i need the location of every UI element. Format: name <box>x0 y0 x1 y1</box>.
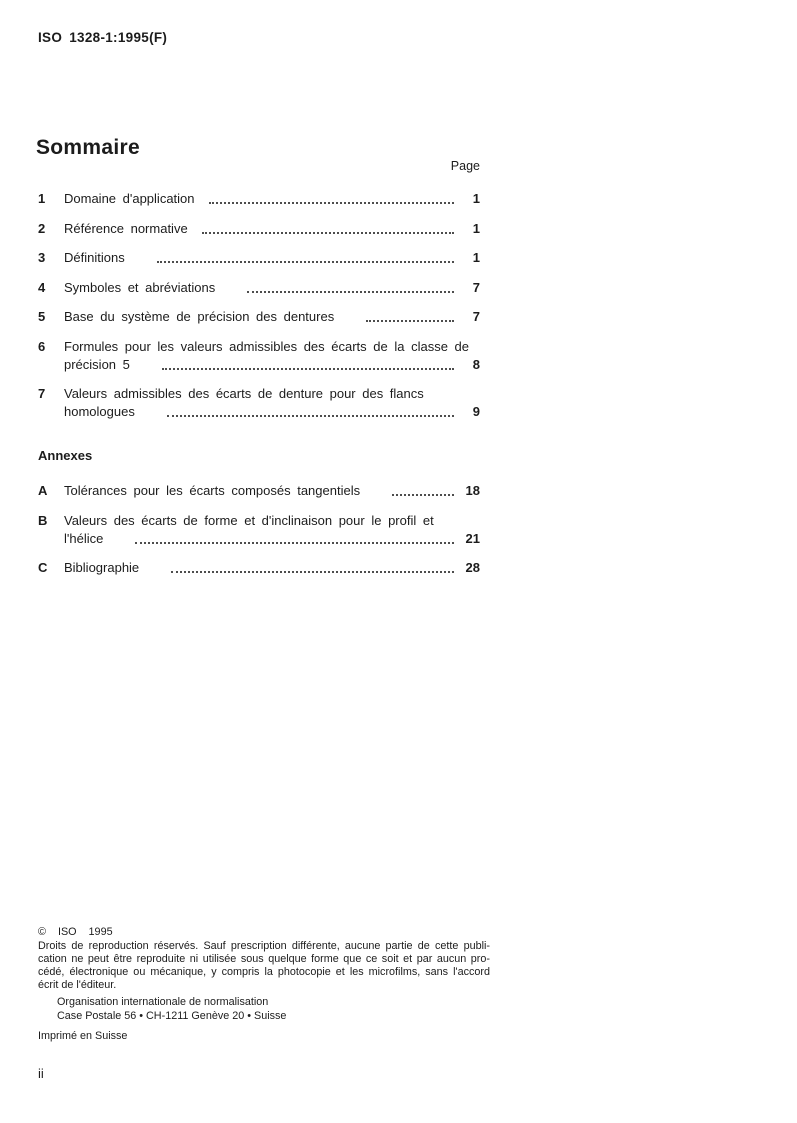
dotted-leader <box>209 190 454 204</box>
dotted-leader <box>171 559 454 573</box>
annex-letter: B <box>38 512 48 528</box>
copyright-block <box>38 926 490 1043</box>
annex-item-c <box>38 559 480 577</box>
toc-item-7 <box>38 385 480 421</box>
copyright-line: © ISO 1995 <box>38 926 113 938</box>
toc-item-4 <box>38 279 480 297</box>
publisher-name: Organisation internationale de normalisation <box>57 996 269 1009</box>
dotted-leader <box>162 356 454 370</box>
rights-line-4: écrit de l'éditeur. <box>38 979 117 992</box>
table-of-contents <box>38 157 480 589</box>
rights-line-1: Droits de reproduction réservés. Sauf prescription différente, aucune partie de cette publi- <box>38 940 490 953</box>
toc-item-number: 1 <box>38 191 46 206</box>
page-number: ii <box>38 1066 44 1081</box>
page-column-label: Page <box>450 159 480 173</box>
rights-line-3: cédé, électronique ou mécanique, y compris la photocopie et les microfilms, sans l'accord <box>38 966 490 979</box>
dotted-leader <box>202 220 454 234</box>
annex-title: Bibliographie <box>64 560 140 575</box>
toc-item-number: 7 <box>38 386 46 401</box>
toc-item-title: Domaine d'application <box>64 191 195 206</box>
toc-item-3 <box>38 249 480 267</box>
toc-item-number: 2 <box>38 220 46 236</box>
annex-page: 21 <box>465 530 480 546</box>
toc-item-page: 9 <box>472 404 480 419</box>
page-title: Sommaire <box>36 136 140 159</box>
dotted-leader <box>157 249 454 263</box>
publisher-postal: Case Postale 56 • CH-1211 Genève 20 • Suisse <box>57 1009 287 1022</box>
toc-item-title-line1: Formules pour les valeurs admissibles des écarts de la classe de <box>64 338 470 354</box>
toc-item-page: 7 <box>472 309 480 324</box>
toc-item-page: 1 <box>472 191 480 206</box>
dotted-leader <box>392 482 454 496</box>
annex-item-a <box>38 482 480 500</box>
dotted-leader <box>247 279 454 293</box>
toc-item-number: 5 <box>38 309 46 324</box>
toc-item-title-line2: précision 5 <box>64 356 130 372</box>
publisher-address <box>57 996 490 1022</box>
dotted-leader <box>366 308 454 322</box>
toc-item-page: 1 <box>472 250 480 265</box>
dotted-leader <box>135 530 454 544</box>
toc-item-title-line2: homologues <box>64 404 135 419</box>
toc-item-title: Symboles et abréviations <box>64 279 216 295</box>
toc-item-5 <box>38 308 480 326</box>
annexes-heading: Annexes <box>38 448 93 463</box>
printed-in-line: Imprimé en Suisse <box>38 1029 128 1042</box>
toc-item-title: Référence normative <box>64 220 188 236</box>
annex-title-line2: l'hélice <box>64 530 104 546</box>
annex-letter: C <box>38 560 48 575</box>
annex-title: Tolérances pour les écarts composés tangentiels <box>64 483 361 498</box>
toc-item-2 <box>38 220 480 238</box>
toc-item-number: 4 <box>38 279 46 295</box>
dotted-leader <box>167 403 454 417</box>
toc-item-number: 3 <box>38 250 46 265</box>
annex-page: 18 <box>465 483 480 498</box>
rights-line-2: cation ne peut être reproduite ni utilisée sous quelque forme que ce soit et par aucun pro- <box>38 953 490 966</box>
annex-item-b <box>38 512 480 548</box>
toc-item-6 <box>38 338 480 374</box>
toc-item-title-line1: Valeurs admissibles des écarts de denture pour des flancs <box>64 386 424 401</box>
toc-item-1 <box>38 190 480 208</box>
toc-item-title: Base du système de précision des dentures <box>64 309 335 324</box>
toc-item-page: 1 <box>472 220 480 236</box>
toc-item-page: 8 <box>472 356 480 372</box>
annex-title-line1: Valeurs des écarts de forme et d'inclinaison pour le profil et <box>64 512 434 528</box>
toc-item-number: 6 <box>38 338 46 354</box>
toc-item-title: Définitions <box>64 250 125 265</box>
annex-page: 28 <box>465 560 480 575</box>
doc-reference: ISO 1328-1:1995(F) <box>38 30 168 45</box>
annex-letter: A <box>38 483 48 498</box>
toc-item-page: 7 <box>472 279 480 295</box>
